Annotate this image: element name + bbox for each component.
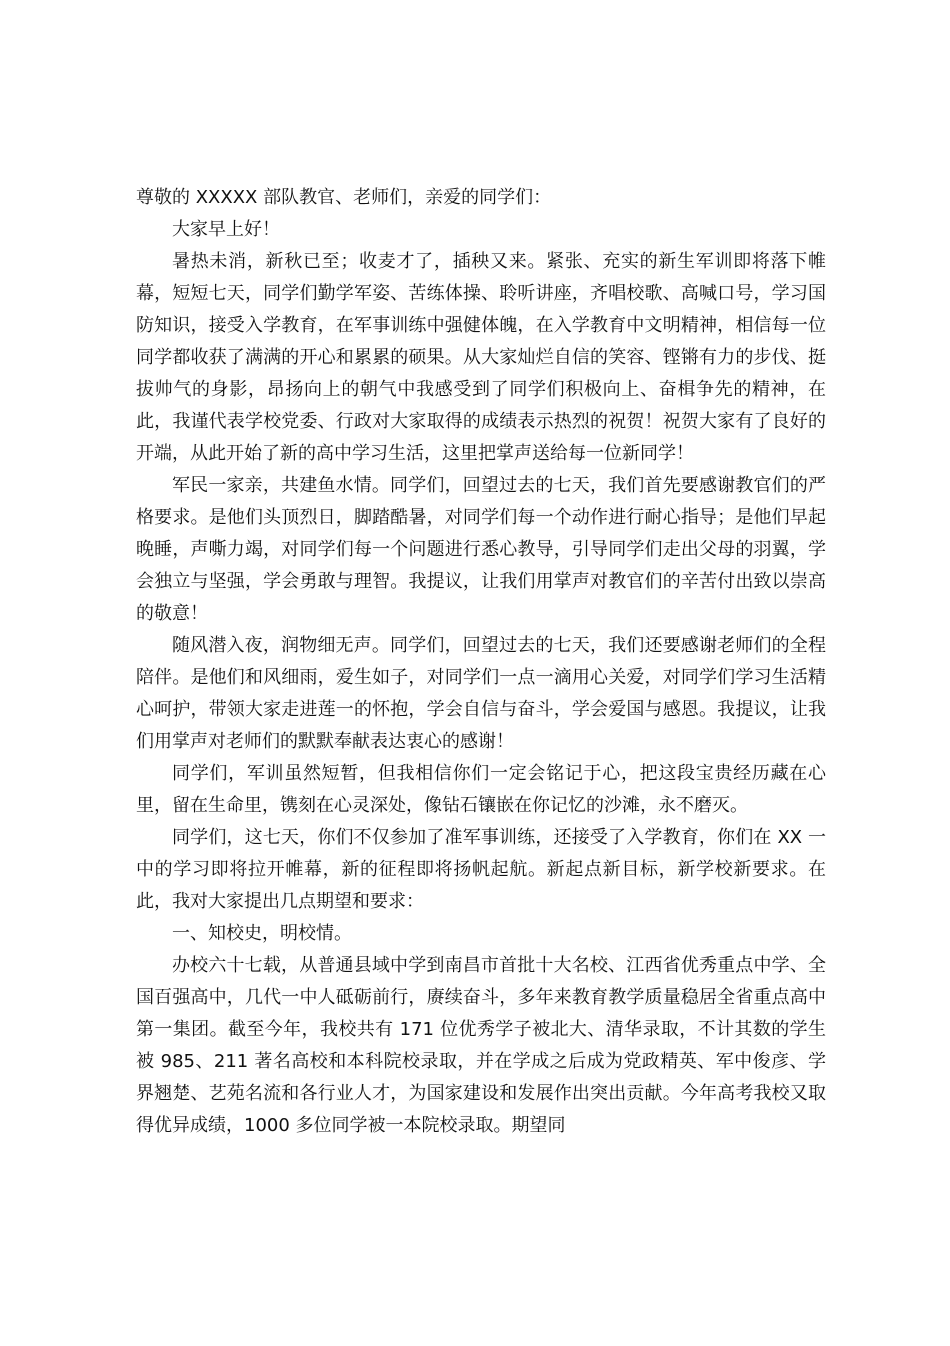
paragraph-greeting: 大家早上好！ [172, 219, 280, 240]
paragraph-memory: 同学们，军训虽然短暂，但我相信你们一定会铭记于心，把这段宝贵经历藏在心里，留在生命里，镌刻在心灵深处，像钻石镶嵌在你记忆的沙滩，永不磨灭。 [136, 763, 826, 816]
salutation: 尊敬的 XXXXX 部队教官、老师们，亲爱的同学们： [136, 187, 552, 208]
paragraph-opening: 暑热未消，新秋已至；收麦才了，插秧又来。紧张、充实的新生军训即将落下帷幕，短短七天，同学们勤学军姿、苦练体操、聆听讲座，齐唱校歌、高喊口号，学习国防知识，接受入学教育，在军事训练中强健体魄，在入学教育中文明精神，相信每一位同学都收获了满满的开心和累累的硕果。从大家灿烂自信的笑容、铿锵有力的步伐、挺拔帅气的身影，昂扬向上的朝气中我感受到了同学们积极向上、奋楫争先的精神，在此，我谨代表学校党委、行政对大家取得的成绩表示热烈的祝贺！祝贺大家有了良好的开端，从此开始了新的高中学习生活，这里把掌声送给每一位新同学！ [136, 251, 826, 464]
paragraph-school-history: 办校六十七载，从普通县域中学到南昌市首批十大名校、江西省优秀重点中学、全国百强高中，几代一中人砥砺前行，赓续奋斗，多年来教育教学质量稳居全省重点高中第一集团。截至今年，我校共有 171 位优秀学子被北大、清华录取，不计其数的学生被 985、211 著名高校和本科院校录取，并在学成之后成为党政精英、军中俊彦、学界翘楚、艺苑名流和各行业人才，为国家建设和发展作出突出贡献。今年高考我校又取得优异成绩，1000 多位同学被一本院校录取。期望同 [136, 955, 826, 1136]
paragraph-thanks-teachers: 随风潜入夜，润物细无声。同学们，回望过去的七天，我们还要感谢老师们的全程陪伴。是他们和风细雨，爱生如子，对同学们一点一滴用心关爱，对同学们学习生活精心呵护，带领大家走进莲一的怀抱，学会自信与奋斗，学会爱国与感恩。我提议，让我们用掌声对老师们的默默奉献表达衷心的感谢！ [136, 635, 826, 752]
paragraph-expectations: 同学们，这七天，你们不仅参加了准军事训练，还接受了入学教育，你们在 XX 一中的学习即将拉开帷幕，新的征程即将扬帆起航。新起点新目标，新学校新要求。在此，我对大家提出几点期望和要求： [136, 827, 826, 912]
section-heading-school-history: 一、知校史，明校情。 [172, 923, 352, 944]
paragraph-thanks-instructors: 军民一家亲，共建鱼水情。同学们，回望过去的七天，我们首先要感谢教官们的严格要求。是他们头顶烈日，脚踏酷暑，对同学们每一个动作进行耐心指导；是他们早起晚睡，声嘶力竭，对同学们每一个问题进行悉心教导，引导同学们走出父母的羽翼，学会独立与坚强，学会勇敢与理智。我提议，让我们用掌声对教官们的辛苦付出致以崇高的敬意！ [136, 475, 826, 624]
document-body [136, 182, 826, 1142]
